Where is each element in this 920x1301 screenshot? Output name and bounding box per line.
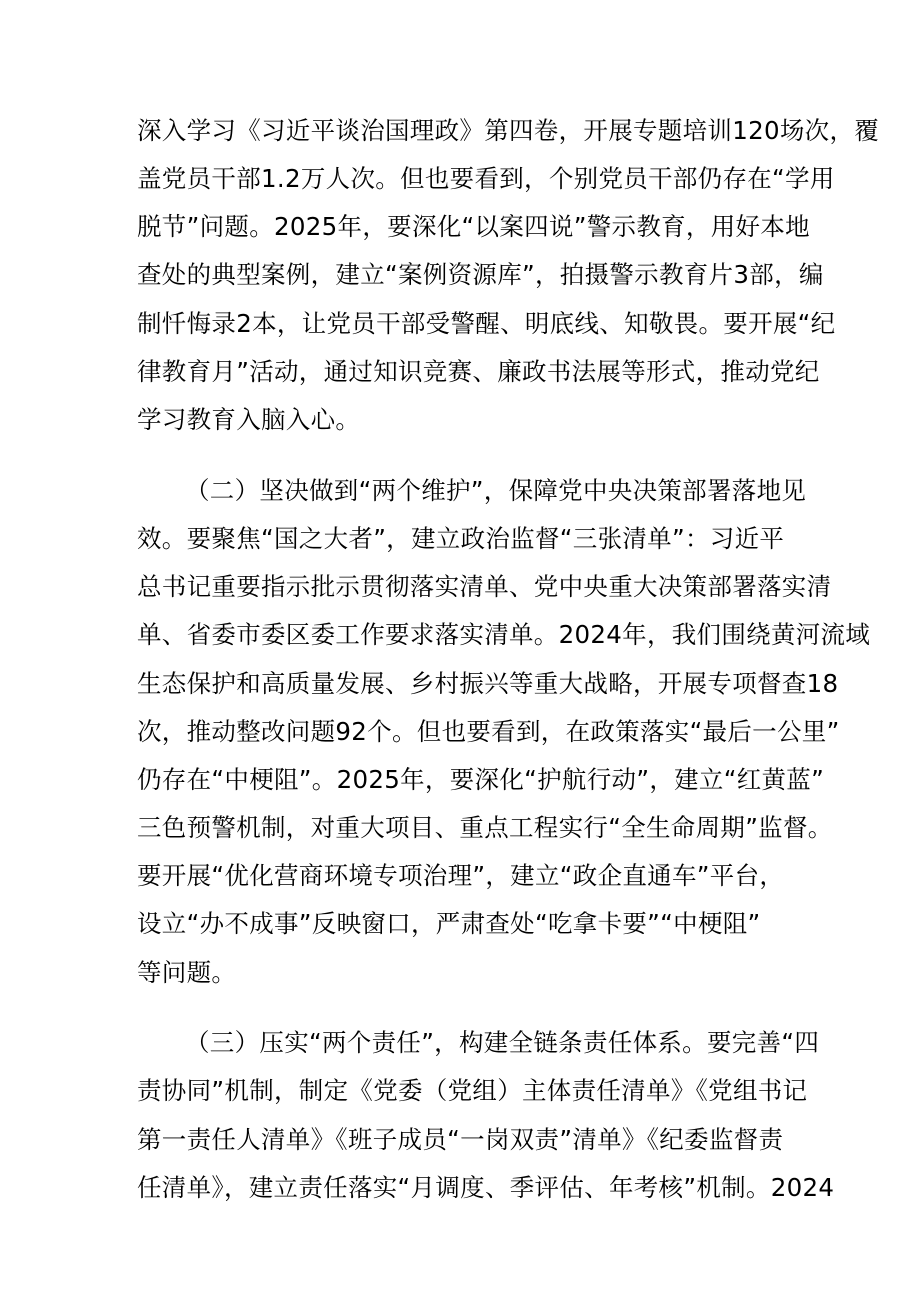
text-line: 等问题。 — [137, 958, 237, 987]
text-line: 生态保护和高质量发展、乡村振兴等重大战略，开展专项督查18 — [137, 669, 839, 698]
text-line: 查处的典型案例，建立“案例资源库”，拍摄警示教育片3部，编 — [137, 260, 824, 289]
paragraph-start-line: （三）压实“两个责任”，构建全链条责任体系。要完善“四 — [185, 1028, 820, 1057]
text-line: 盖党员干部1.2万人次。但也要看到，个别党员干部仍存在“学用 — [137, 164, 835, 193]
text-line: 三色预警机制，对重大项目、重点工程实行“全生命周期”监督。 — [137, 813, 833, 842]
text-line: 单、省委市委区委工作要求落实清单。2024年，我们围绕黄河流域 — [137, 620, 871, 649]
text-line: 任清单》，建立责任落实“月调度、季评估、年考核”机制。2024 — [137, 1173, 835, 1202]
text-line: 脱节”问题。2025年，要深化“以案四说”警示教育，用好本地 — [137, 212, 810, 241]
text-line: 设立“办不成事”反映窗口，严肃查处“吃拿卡要”“中梗阻” — [137, 909, 761, 938]
text-line: 律教育月”活动，通过知识竞赛、廉政书法展等形式，推动党纪 — [137, 357, 820, 386]
text-line: 深入学习《习近平谈治国理政》第四卷，开展专题培训120场次，覆 — [137, 116, 880, 145]
text-line: 学习教育入脑入心。 — [137, 405, 361, 434]
text-line: 次，推动整改问题92个。但也要看到，在政策落实“最后一公里” — [137, 717, 840, 746]
text-line: 效。要聚焦“国之大者”，建立政治监督“三张清单”：习近平 — [137, 524, 785, 553]
text-line: 责协同”机制，制定《党委（党组）主体责任清单》《党组书记 — [137, 1076, 808, 1105]
text-line: 仍存在“中梗阻”。2025年，要深化“护航行动”，建立“红黄蓝” — [137, 765, 825, 794]
paragraph-start-line: （二）坚决做到“两个维护”，保障党中央决策部署落地见 — [185, 476, 807, 505]
text-line: 要开展“优化营商环境专项治理”，建立“政企直通车”平台， — [137, 861, 785, 890]
text-line: 总书记重要指示批示贯彻落实清单、党中央重大决策部署落实清 — [137, 572, 832, 601]
text-line: 第一责任人清单》《班子成员“一岗双责”清单》《纪委监督责 — [137, 1125, 784, 1154]
text-line: 制忏悔录2本，让党员干部受警醒、明底线、知敬畏。要开展“纪 — [137, 309, 836, 338]
